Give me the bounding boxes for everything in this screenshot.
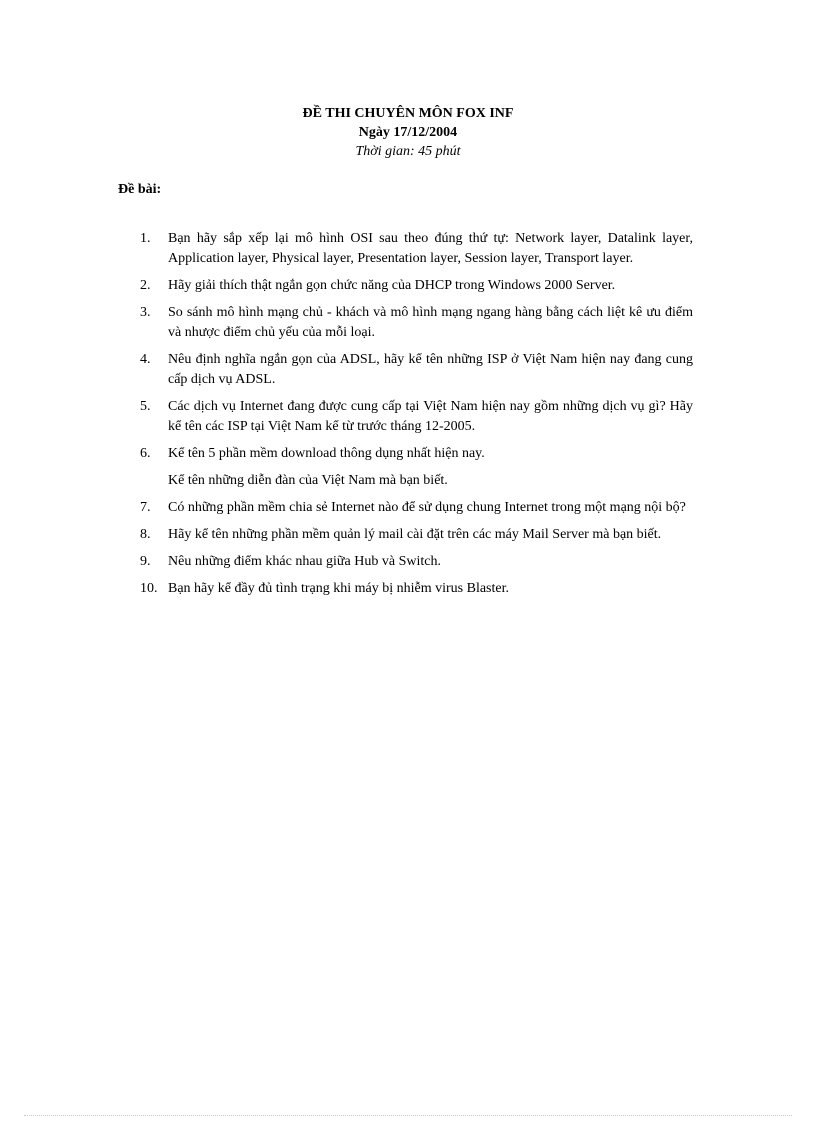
question-item [140,350,693,390]
question-text: Hãy kể tên những phần mềm quản lý mail cài đặt trên các máy Mail Server mà bạn biết. [168,527,662,542]
question-number: 9. [140,554,151,569]
question-number: 2. [140,278,151,293]
question-item [140,229,693,269]
question-number: 6. [140,446,151,461]
question-list [140,229,693,606]
question-item [140,276,693,296]
question-number: 1. [140,231,151,246]
question-text: Bạn hãy kể đầy đủ tình trạng khi máy bị nhiễm virus Blaster. [168,581,509,596]
exam-title: ĐỀ THI CHUYÊN MÔN FOX INF [302,106,514,121]
section-label: Đề bài: [118,182,162,197]
question-number: 7. [140,500,151,515]
question-text: Các dịch vụ Internet đang được cung cấp tại Việt Nam hiện nay gồm những dịch vụ gì? Hãy kể tên các ISP tại Việt Nam kể từ trước tháng 12-2005. [168,399,693,434]
question-item [140,397,693,437]
question-item [140,552,693,572]
question-text: Hãy giải thích thật ngắn gọn chức năng của DHCP trong Windows 2000 Server. [168,278,616,293]
question-item [140,303,693,343]
question-text: Nêu định nghĩa ngắn gọn của ADSL, hãy kể tên những ISP ở Việt Nam hiện nay đang cung cấp dịch vụ ADSL. [168,352,693,387]
question-text: Bạn hãy sắp xếp lại mô hình OSI sau theo đúng thứ tự: Network layer, Datalink layer, Application layer, Physical layer, Presentation layer, Session layer, Transport layer. [168,231,693,266]
exam-date: Ngày 17/12/2004 [358,125,458,140]
question-item [140,579,693,599]
question-text: Nêu những điểm khác nhau giữa Hub và Switch. [168,554,441,569]
question-number: 5. [140,399,151,414]
question-number: 8. [140,527,151,542]
question-item [140,444,693,491]
exam-duration: Thời gian: 45 phút [355,144,461,159]
question-item [140,498,693,518]
question-number: 4. [140,352,151,367]
question-text: So sánh mô hình mạng chủ - khách và mô hình mạng ngang hàng bằng cách liệt kê ưu điểm và nhược điểm chủ yếu của mỗi loại. [168,305,693,340]
page-bottom-divider [24,1115,792,1116]
question-item [140,525,693,545]
question-text: Kể tên 5 phần mềm download thông dụng nhất hiện nay. [168,446,485,461]
exam-header [0,104,816,161]
question-subtext: Kể tên những diễn đàn của Việt Nam mà bạn biết. [168,473,448,488]
question-text: Có những phần mềm chia sẻ Internet nào để sử dụng chung Internet trong một mạng nội bộ? [168,500,686,515]
question-number: 3. [140,305,151,320]
question-number: 10. [140,581,158,596]
